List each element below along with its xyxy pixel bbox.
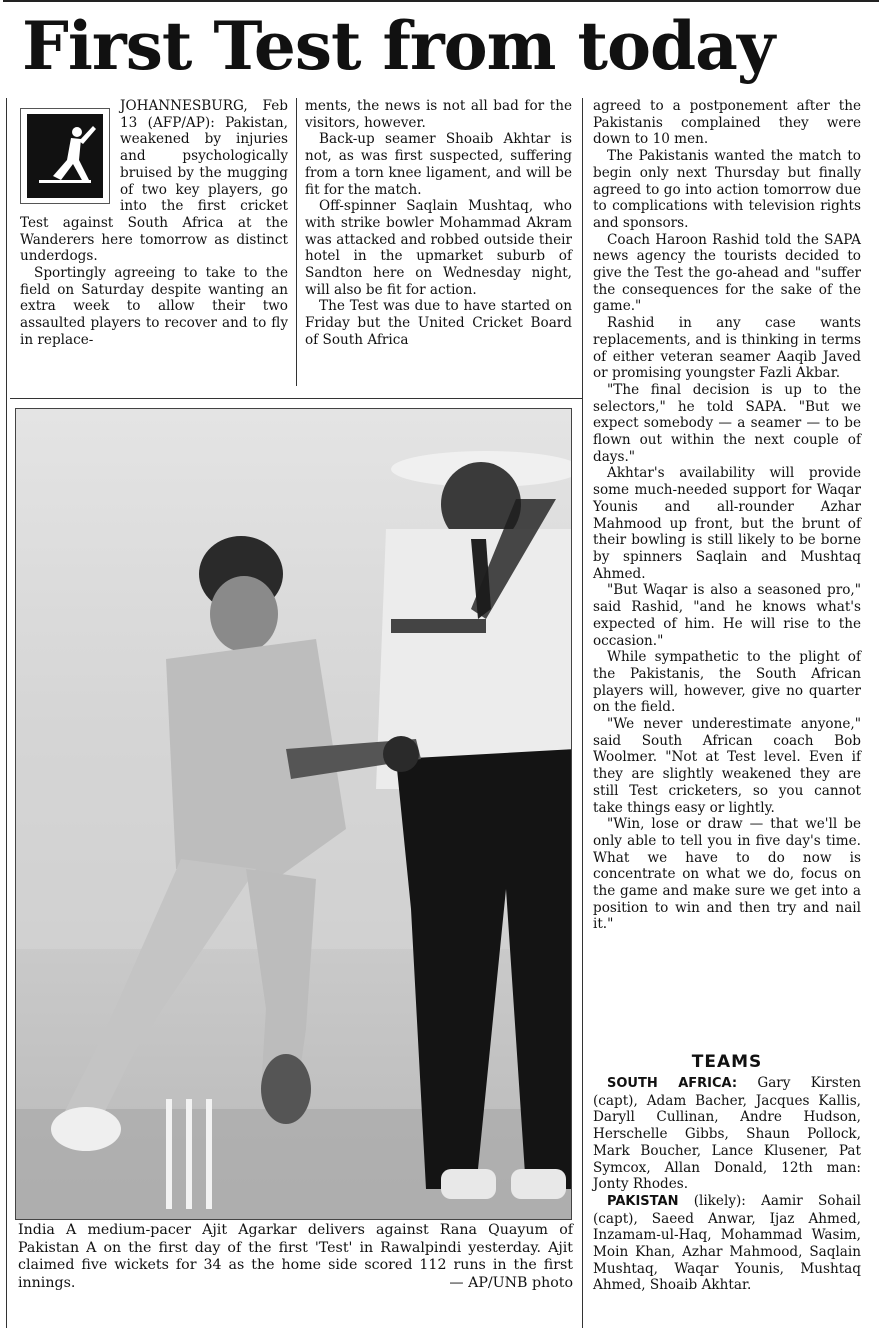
cricket-logo [20, 98, 110, 206]
teams-list [593, 1075, 861, 1294]
teams-heading: TEAMS [691, 1052, 763, 1072]
article-column-1 [20, 98, 288, 349]
paragraph: "We never underestimate anyone," said South African coach Bob Woolmer. "Not at Test level. Even if they are slightly weakened they are still Test cricketers, so you cannot take things easy or lightly. [593, 716, 861, 816]
paragraph: The Pakistanis wanted the match to begin only next Thursday but finally agreed to go into action tomorrow due to complications with television rights and sponsors. [593, 148, 861, 231]
paragraph: Back-up seamer Shoaib Akhtar is not, as was first suspected, suffering from a torn knee ligament, and will be fit for the match. [305, 131, 572, 198]
team-players: (likely): Aamir Sohail (capt), Saeed Anwar, Ijaz Ahmed, Inzamam-ul-Haq, Mohammad Wasim, Moin Khan, Azhar Mahmood, Saqlain Mushtaq, Waqar Younis, Mushtaq Ahmed, Shoaib Akhtar. [593, 1192, 862, 1294]
paragraph: "Win, lose or draw — that we'll be only able to tell you in five day's time. What we have to do now is concentrate on what we do, focus on the game and make sure we get into a position to win and then try and nail it." [593, 816, 861, 933]
paragraph: Off-spinner Saqlain Mushtaq, who with strike bowler Mohammad Akram was attacked and robbed outside their hotel in the upmarket suburb of Sandton here on Wednesday night, will also be fit for action. [305, 198, 572, 298]
paragraph: Akhtar's availability will provide some much-needed support for Waqar Younis and all-rounder Azhar Mahmood up front, but the brunt of their bowling is still likely to be borne by spinners Saqlain and Mushtaq Ahmed. [593, 465, 861, 582]
photo-caption [18, 1222, 573, 1292]
column-divider [582, 98, 583, 1328]
photo-credit: — AP/UNB photo [449, 1274, 573, 1291]
paragraph: While sympathetic to the plight of the Pakistanis, the South African players will, however, give no quarter on the field. [593, 649, 861, 716]
paragraph: Sportingly agreeing to take to the field on Saturday despite wanting an extra week to allow their two assaulted players to recover and to fly in replace- [20, 265, 288, 348]
paragraph: Coach Haroon Rashid told the SAPA news agency the tourists decided to give the Test the go-ahead and "suffer the consequences for the sake of the game." [593, 231, 861, 315]
column-divider [296, 98, 297, 386]
team-players: Gary Kirsten (capt), Adam Bacher, Jacques Kallis, Daryll Cullinan, Andre Hudson, Herschelle Gibbs, Shaun Pollock, Mark Boucher, Lance Klusener, Pat Symcox, Allan Donald, 12th man: Jonty Rhodes. [593, 1075, 862, 1193]
dateline-text: JOHANNESBURG, Feb 13 (AFP/AP): [120, 98, 288, 131]
paragraph: agreed to a postponement after the Pakistanis complained they were down to 10 men. [593, 98, 861, 148]
paragraph: ments, the news is not all bad for the visitors, however. [305, 98, 572, 131]
cricket-batsman-icon [27, 114, 103, 198]
paragraph: Pakistan, weakened by injuries and psychologically bruised by the mugging of two key players, go into the first cricket Test against South Africa at the Wanderers here tomorrow as distinct underdogs. [20, 114, 288, 265]
headline: First Test from today [22, 7, 775, 85]
paragraph: "But Waqar is also a seasoned pro," said Rashid, "and he knows what's expected of him. He will rise to the occasion." [593, 582, 861, 649]
left-page-rule [6, 98, 7, 1328]
bowler-umpire-photo [16, 409, 572, 1220]
article-column-3 [593, 98, 861, 933]
team-label: SOUTH AFRICA: [607, 1076, 738, 1091]
top-rule [3, 0, 879, 2]
section-rule [10, 398, 582, 399]
team-south-africa [593, 1075, 861, 1193]
paragraph: "The final decision is up to the selectors," he told SAPA. "But we expect somebody — a seamer — to be flown out within the next couple of days." [593, 381, 861, 465]
caption-text: India A medium-pacer Ajit Agarkar delivers against Rana Quayum of Pakistan A on the first day of the first 'Test' in Rawalpindi yesterday. Ajit claimed five wickets for 34 as the home side scored 112 runs in the first innings. [18, 1222, 573, 1291]
paragraph: Rashid in any case wants replacements, and is thinking in terms of either veteran seamer Aaqib Javed or promising youngster Fazli Akbar. [593, 315, 861, 382]
article-column-2 [305, 98, 572, 349]
team-pakistan [593, 1193, 861, 1294]
paragraph: The Test was due to have started on Friday but the United Cricket Board of South Africa [305, 298, 572, 348]
news-photo [15, 408, 572, 1220]
team-label: PAKISTAN [607, 1193, 679, 1209]
